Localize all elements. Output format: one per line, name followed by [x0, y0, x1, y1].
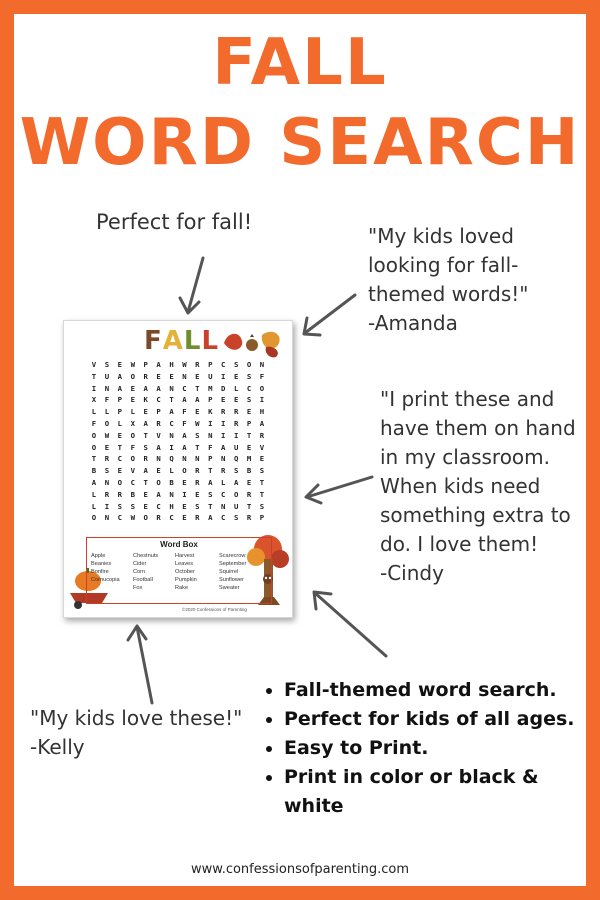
- grid-letter: T: [143, 477, 148, 487]
- grid-letter: R: [104, 489, 110, 499]
- grid-letter: E: [156, 466, 161, 476]
- grid-letter: W: [195, 418, 200, 428]
- grid-letter: T: [246, 430, 252, 440]
- quote-line: looking for fall-: [368, 253, 519, 277]
- title-fall: FALL: [212, 26, 388, 100]
- grid-letter: B: [246, 466, 252, 476]
- feature-item: • Print in color or black & white: [284, 763, 600, 821]
- grid-letter: R: [246, 489, 252, 499]
- grid-letter: S: [259, 501, 265, 511]
- grid-letter: E: [246, 477, 252, 487]
- grid-letter: U: [208, 371, 213, 381]
- grid-row: [88, 383, 268, 395]
- footer-url[interactable]: www.confessionsofparenting.com: [190, 862, 410, 877]
- quote-author: -Cindy: [380, 561, 444, 585]
- grid-letter: I: [233, 430, 239, 440]
- grid-row: [88, 477, 268, 489]
- grid-letter: N: [208, 430, 213, 440]
- grid-letter: C: [221, 489, 226, 499]
- grid-letter: R: [195, 477, 200, 487]
- arrow-icon: [304, 295, 355, 335]
- grid-letter: Q: [233, 454, 239, 464]
- grid-letter: R: [104, 454, 110, 464]
- grid-letter: C: [156, 395, 161, 405]
- grid-letter: O: [182, 466, 187, 476]
- grid-letter: Q: [169, 454, 174, 464]
- word-box: [86, 537, 272, 604]
- arrow-icon: [180, 258, 203, 313]
- grid-letter: L: [169, 466, 174, 476]
- grid-letter: A: [91, 477, 97, 487]
- grid-letter: P: [246, 418, 252, 428]
- grid-letter: L: [117, 418, 123, 428]
- grid-letter: A: [259, 418, 265, 428]
- grid-letter: N: [169, 430, 174, 440]
- perfect-for-fall-caption: Perfect for fall!: [96, 210, 253, 234]
- grid-letter: E: [182, 501, 187, 511]
- grid-letter: V: [156, 430, 161, 440]
- grid-letter: B: [91, 466, 97, 476]
- grid-letter: E: [143, 407, 148, 417]
- word-box-word: Pumpkin: [175, 577, 197, 583]
- grid-letter: F: [91, 418, 97, 428]
- grid-letter: P: [143, 360, 148, 369]
- grid-letter: S: [104, 466, 110, 476]
- grid-letter: C: [117, 454, 123, 464]
- grid-letter: L: [104, 407, 110, 417]
- grid-letter: T: [259, 489, 265, 499]
- grid-row: [88, 501, 268, 513]
- grid-letter: T: [195, 442, 200, 452]
- grid-letter: W: [182, 360, 187, 369]
- worksheet-title-letter: L: [201, 326, 220, 356]
- grid-row: [88, 465, 268, 477]
- feature-item: • Perfect for kids of all ages.: [284, 705, 600, 734]
- grid-letter: L: [91, 489, 97, 499]
- grid-letter: C: [182, 383, 187, 393]
- grid-letter: H: [169, 360, 174, 369]
- grid-letter: O: [246, 360, 252, 369]
- grid-letter: T: [143, 430, 148, 440]
- grid-letter: A: [143, 383, 148, 393]
- grid-letter: I: [221, 430, 226, 440]
- grid-letter: A: [156, 442, 161, 452]
- grid-letter: V: [259, 442, 265, 452]
- grid-letter: A: [233, 477, 239, 487]
- grid-letter: A: [156, 489, 161, 499]
- grid-letter: P: [117, 395, 123, 405]
- grid-letter: C: [221, 360, 226, 369]
- grid-letter: F: [130, 442, 135, 452]
- grid-letter: O: [117, 477, 123, 487]
- grid-letter: O: [259, 383, 265, 393]
- arrow-icon: [314, 592, 386, 656]
- grid-letter: W: [104, 430, 110, 440]
- grid-letter: E: [104, 442, 110, 452]
- grid-letter: U: [104, 371, 110, 381]
- word-box-word: Rake: [175, 585, 189, 591]
- grid-letter: S: [233, 466, 239, 476]
- grid-row: [88, 359, 268, 371]
- grid-letter: F: [259, 371, 265, 381]
- grid-letter: C: [117, 513, 123, 523]
- grid-letter: K: [208, 407, 213, 417]
- quote-line: "My kids loved: [368, 224, 514, 248]
- worksheet-copyright: ©2020 Confessions of Parenting: [182, 607, 247, 612]
- grid-letter: F: [208, 442, 213, 452]
- grid-letter: P: [156, 407, 161, 417]
- grid-letter: B: [169, 477, 174, 487]
- grid-letter: E: [143, 501, 148, 511]
- grid-letter: A: [156, 360, 161, 369]
- grid-letter: S: [233, 513, 239, 523]
- grid-letter: E: [233, 371, 239, 381]
- grid-letter: E: [156, 371, 161, 381]
- arrow-icon: [306, 477, 372, 503]
- grid-letter: L: [91, 407, 97, 417]
- worksheet-title-letter: A: [162, 326, 184, 356]
- quote-line: "My kids love these!": [30, 706, 243, 730]
- grid-letter: W: [130, 360, 135, 369]
- grid-row: [88, 512, 268, 524]
- grid-letter: R: [156, 513, 161, 523]
- grid-letter: E: [117, 430, 123, 440]
- grid-letter: R: [195, 513, 200, 523]
- grid-letter: M: [208, 383, 213, 393]
- title-word-search: WORD SEARCH: [19, 106, 581, 180]
- grid-letter: V: [130, 466, 135, 476]
- grid-letter: H: [169, 501, 174, 511]
- word-box-word: Squirrel: [219, 569, 239, 575]
- grid-letter: P: [208, 454, 213, 464]
- grid-letter: S: [246, 371, 252, 381]
- grid-letter: N: [195, 454, 200, 464]
- feature-item: • Easy to Print.: [284, 734, 600, 763]
- grid-letter: N: [169, 489, 174, 499]
- grid-row: [88, 418, 268, 430]
- grid-letter: I: [221, 371, 226, 381]
- grid-letter: C: [169, 513, 174, 523]
- word-box-word: Cornucopia: [91, 577, 120, 583]
- grid-letter: O: [156, 477, 161, 487]
- grid-letter: N: [104, 513, 110, 523]
- grid-letter: K: [143, 395, 148, 405]
- word-box-word: Scarecrow: [219, 553, 246, 559]
- grid-letter: E: [143, 489, 148, 499]
- grid-row: [88, 406, 268, 418]
- quote-line: have them on hand: [380, 416, 576, 440]
- grid-letter: A: [182, 442, 187, 452]
- grid-letter: E: [246, 407, 252, 417]
- grid-letter: C: [169, 418, 174, 428]
- grid-letter: A: [208, 477, 213, 487]
- quote-line: do. I love them!: [380, 532, 539, 556]
- grid-letter: T: [117, 442, 123, 452]
- grid-letter: V: [91, 360, 97, 369]
- grid-letter: R: [195, 466, 200, 476]
- word-box-word: Corn: [133, 569, 146, 575]
- grid-letter: E: [117, 466, 123, 476]
- grid-letter: S: [208, 489, 213, 499]
- grid-letter: E: [130, 383, 135, 393]
- grid-letter: N: [169, 383, 174, 393]
- grid-letter: E: [117, 360, 123, 369]
- quote-line: something extra to: [380, 503, 571, 527]
- grid-letter: A: [169, 407, 174, 417]
- grid-row: [88, 453, 268, 465]
- grid-letter: R: [246, 513, 252, 523]
- grid-letter: A: [143, 418, 148, 428]
- grid-letter: R: [143, 371, 148, 381]
- grid-letter: N: [156, 454, 161, 464]
- word-box-word: October: [175, 569, 195, 575]
- grid-letter: S: [104, 360, 110, 369]
- grid-letter: A: [182, 430, 187, 440]
- worksheet-title-letter: L: [183, 326, 202, 356]
- word-box-word: Apple: [91, 553, 106, 559]
- grid-letter: B: [130, 489, 135, 499]
- grid-letter: T: [208, 466, 213, 476]
- grid-letter: C: [221, 513, 226, 523]
- grid-letter: A: [117, 383, 123, 393]
- grid-letter: E: [259, 454, 265, 464]
- grid-letter: P: [117, 407, 123, 417]
- word-box-word: Beanies: [91, 561, 112, 567]
- grid-letter: S: [195, 430, 200, 440]
- grid-letter: S: [130, 501, 135, 511]
- grid-letter: T: [208, 501, 213, 511]
- grid-letter: T: [169, 395, 174, 405]
- grid-letter: I: [208, 418, 213, 428]
- grid-letter: N: [221, 454, 226, 464]
- grid-letter: F: [182, 407, 187, 417]
- worksheet-title: [144, 326, 219, 356]
- grid-letter: F: [182, 418, 187, 428]
- word-column: [219, 552, 246, 592]
- grid-letter: L: [91, 501, 97, 511]
- word-box-word: Sweater: [219, 585, 240, 591]
- grid-letter: A: [182, 395, 187, 405]
- grid-letter: X: [91, 395, 97, 405]
- grid-letter: E: [130, 395, 135, 405]
- grid-letter: R: [143, 454, 148, 464]
- grid-letter: O: [91, 430, 97, 440]
- grid-letter: O: [143, 513, 148, 523]
- word-box-word: Harvest: [175, 553, 195, 559]
- grid-letter: H: [259, 407, 265, 417]
- word-search-preview: [63, 320, 293, 618]
- grid-letter: O: [130, 430, 135, 440]
- grid-letter: R: [221, 466, 226, 476]
- word-box-title: Word Box: [160, 540, 198, 549]
- quote-author: -Kelly: [30, 735, 85, 759]
- grid-letter: O: [104, 418, 110, 428]
- word-column: [91, 552, 120, 584]
- grid-letter: N: [259, 360, 265, 369]
- grid-letter: E: [221, 395, 226, 405]
- grid-letter: S: [246, 395, 252, 405]
- grid-letter: E: [246, 442, 252, 452]
- grid-letter: R: [233, 418, 239, 428]
- grid-letter: I: [259, 395, 265, 405]
- grid-letter: U: [233, 501, 239, 511]
- grid-letter: E: [169, 371, 174, 381]
- grid-letter: N: [182, 454, 187, 464]
- worksheet-title-letter: F: [144, 326, 163, 356]
- grid-letter: N: [104, 477, 110, 487]
- grid-letter: F: [104, 395, 110, 405]
- grid-letter: R: [233, 407, 239, 417]
- grid-row: [88, 371, 268, 383]
- grid-letter: A: [143, 466, 148, 476]
- grid-letter: R: [156, 418, 161, 428]
- word-box-word: Chestnuts: [133, 553, 159, 559]
- grid-letter: R: [195, 360, 200, 369]
- grid-row: [88, 442, 268, 454]
- arrow-icon: [128, 626, 152, 703]
- grid-letter: A: [117, 371, 123, 381]
- quote-line: themed words!": [368, 282, 529, 306]
- word-box-word: Leaves: [175, 561, 194, 567]
- grid-letter: I: [221, 418, 226, 428]
- grid-letter: P: [259, 513, 265, 523]
- grid-letter: C: [156, 501, 161, 511]
- grid-letter: R: [259, 430, 265, 440]
- grid-letter: T: [91, 454, 97, 464]
- grid-letter: E: [195, 489, 200, 499]
- quote-line: in my classroom.: [380, 445, 551, 469]
- word-column: [133, 552, 158, 592]
- grid-letter: L: [233, 383, 239, 393]
- grid-letter: D: [221, 383, 226, 393]
- grid-letter: A: [195, 395, 200, 405]
- grid-row: [88, 430, 268, 442]
- grid-letter: X: [130, 418, 135, 428]
- grid-letter: R: [221, 407, 226, 417]
- grid-letter: T: [246, 501, 252, 511]
- grid-letter: E: [195, 371, 200, 381]
- grid-letter: C: [130, 477, 135, 487]
- quote-line: "I print these and: [380, 387, 555, 411]
- grid-letter: T: [195, 383, 200, 393]
- word-box-word: Football: [133, 577, 153, 583]
- quote-author: -Amanda: [368, 311, 458, 335]
- grid-letter: O: [130, 454, 135, 464]
- grid-letter: S: [233, 360, 239, 369]
- grid-letter: A: [208, 513, 213, 523]
- feature-item: • Fall-themed word search.: [284, 676, 600, 705]
- grid-letter: O: [91, 513, 97, 523]
- grid-letter: E: [233, 395, 239, 405]
- grid-row: [88, 489, 268, 501]
- grid-letter: R: [117, 489, 123, 499]
- grid-letter: N: [182, 371, 187, 381]
- grid-letter: I: [104, 501, 110, 511]
- word-box-word: September: [219, 561, 247, 567]
- grid-letter: O: [233, 489, 239, 499]
- grid-letter: N: [104, 383, 110, 393]
- grid-letter: M: [246, 454, 252, 464]
- word-box-word: Cider: [133, 561, 147, 567]
- grid-letter: L: [130, 407, 135, 417]
- grid-letter: N: [221, 501, 226, 511]
- grid-letter: E: [195, 407, 200, 417]
- grid-letter: O: [91, 442, 97, 452]
- word-box-word: Fox: [133, 585, 143, 591]
- grid-letter: P: [208, 395, 213, 405]
- grid-letter: S: [143, 442, 148, 452]
- grid-letter: L: [221, 477, 226, 487]
- grid-letter: E: [182, 477, 187, 487]
- grid-letter: U: [233, 442, 239, 452]
- grid-letter: T: [91, 371, 97, 381]
- word-column: [175, 552, 197, 592]
- grid-letter: S: [117, 501, 123, 511]
- grid-letter: O: [130, 371, 135, 381]
- quote-line: When kids need: [380, 474, 541, 498]
- grid-letter: S: [259, 466, 265, 476]
- grid-letter: T: [259, 477, 265, 487]
- grid-letter: A: [156, 383, 161, 393]
- word-box-word: Bonfire: [91, 569, 109, 575]
- grid-letter: S: [195, 501, 200, 511]
- grid-letter: C: [246, 383, 252, 393]
- grid-letter: I: [169, 442, 174, 452]
- grid-letter: I: [182, 489, 187, 499]
- grid-letter: I: [91, 383, 97, 393]
- grid-letter: A: [221, 442, 226, 452]
- letter-grid: [88, 359, 268, 524]
- grid-letter: E: [182, 513, 187, 523]
- grid-row: [88, 394, 268, 406]
- grid-letter: W: [130, 513, 135, 523]
- word-box-word: Sunflower: [219, 577, 244, 583]
- grid-letter: P: [208, 360, 213, 369]
- autumn-leaves-icon: [214, 325, 288, 359]
